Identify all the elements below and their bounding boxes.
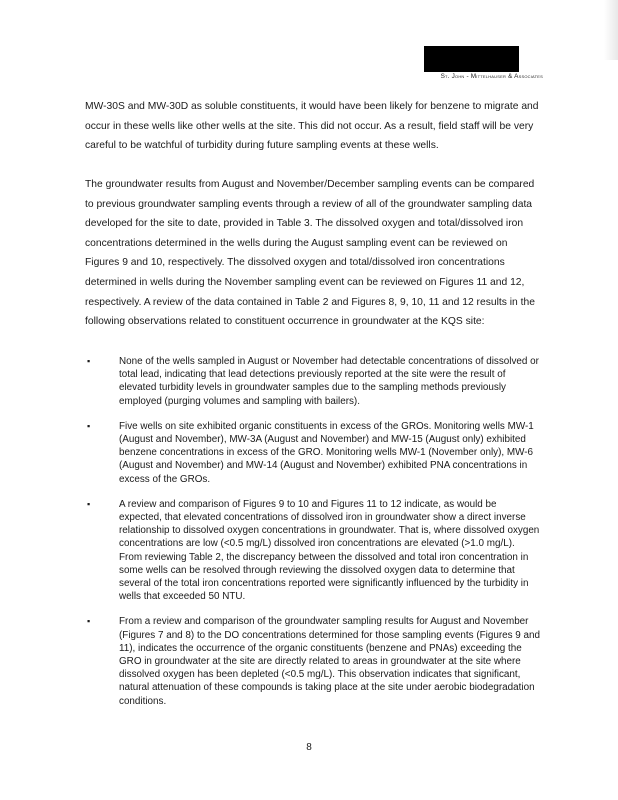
list-item [85, 420, 540, 486]
paragraph-turbidity: MW-30S and MW-30D as soluble constituents, it would have been likely for benzene to migrate and occur in these wells like other wells at the site. This did not occur. As a result, field staff will be very careful to be watchful of turbidity during future sampling events at these wells. [85, 101, 539, 152]
firm-name-header: St. John - Mittelhauser & Associates [440, 73, 543, 80]
redaction-box [424, 46, 519, 72]
list-item-text: Five wells on site exhibited organic constituents in excess of the GROs. Monitoring wells MW-1 (August and November), MW-3A (August and November) and MW-15 (August only) exhibited benzene concentrations in excess of the GRO. Monitoring wells MW-1 (November only), MW-6 (August and November) and MW-14 (August and November) exhibited PNA concentrations in excess of the GROs. [119, 420, 534, 485]
list-item [85, 355, 540, 408]
observations-list [85, 355, 540, 720]
list-item-text: None of the wells sampled in August or November had detectable concentrations of dissolved or total lead, indicating that lead detections previously reported at the site were the result of elevated turbidity levels in groundwater samples due to the sampling methods previously employed (purging volumes and sampling with bailers). [119, 356, 539, 407]
bullet-icon: ▪ [87, 356, 91, 366]
list-item [85, 498, 540, 604]
bullet-icon: ▪ [87, 420, 91, 431]
bullet-icon: ▪ [87, 616, 91, 627]
list-item-text: From a review and comparison of the groundwater sampling results for August and November (Figures 7 and 8) to the DO concentrations determined for those sampling events (Figures 9 and 11), indicates the occurrence of the organic constituents (benzene and PNAs) exceeding the GRO in groundwater at the site are directly related to areas in groundwater at the site where dissolved oxygen has been depleted (<0.5 mg/L). This observation indicates that significant, natural attenuation of these compounds is taking place at the site under aerobic biodegradation conditions. [119, 616, 541, 707]
page-edge-shadow [604, 0, 618, 60]
list-item-text: A review and comparison of Figures 9 to 10 and Figures 11 to 12 indicate, as would be expected, that elevated concentrations of dissolved iron in groundwater show a direct inverse relationship to dissolved oxygen concentrations in groundwater. That is, where dissolved oxygen concentrations are low (<0.5 mg/L) dissolved iron concentrations are elevated (>1.0 mg/L). From reviewing Table 2, the discrepancy between the dissolved and total iron concentration in some wells can be resolved through reviewing the dissolved oxygen data to determine that several of the total iron concentrations reported were significantly influenced by the turbidity in wells that exceeded 50 NTU. [119, 498, 540, 603]
paragraph-groundwater-results: The groundwater results from August and November/December sampling events can be compared to previous groundwater sampling events through a review of all of the groundwater sampling data developed for the site to date, provided in Table 3. The dissolved oxygen and total/dissolved iron concentrations determined in the wells during the August sampling event can be reviewed on Figures 9 and 10, respectively. The dissolved oxygen and total/dissolved iron concentrations determined in wells during the November sampling event can be reviewed on Figures 11 and 12, respectively. A review of the data contained in Table 2 and Figures 8, 9, 10, 11 and 12 results in the following observations related to constituent occurrence in groundwater at the KQS site: [85, 179, 535, 328]
bullet-icon: ▪ [87, 498, 91, 509]
page-number: 8 [306, 742, 312, 753]
list-item [85, 615, 540, 707]
